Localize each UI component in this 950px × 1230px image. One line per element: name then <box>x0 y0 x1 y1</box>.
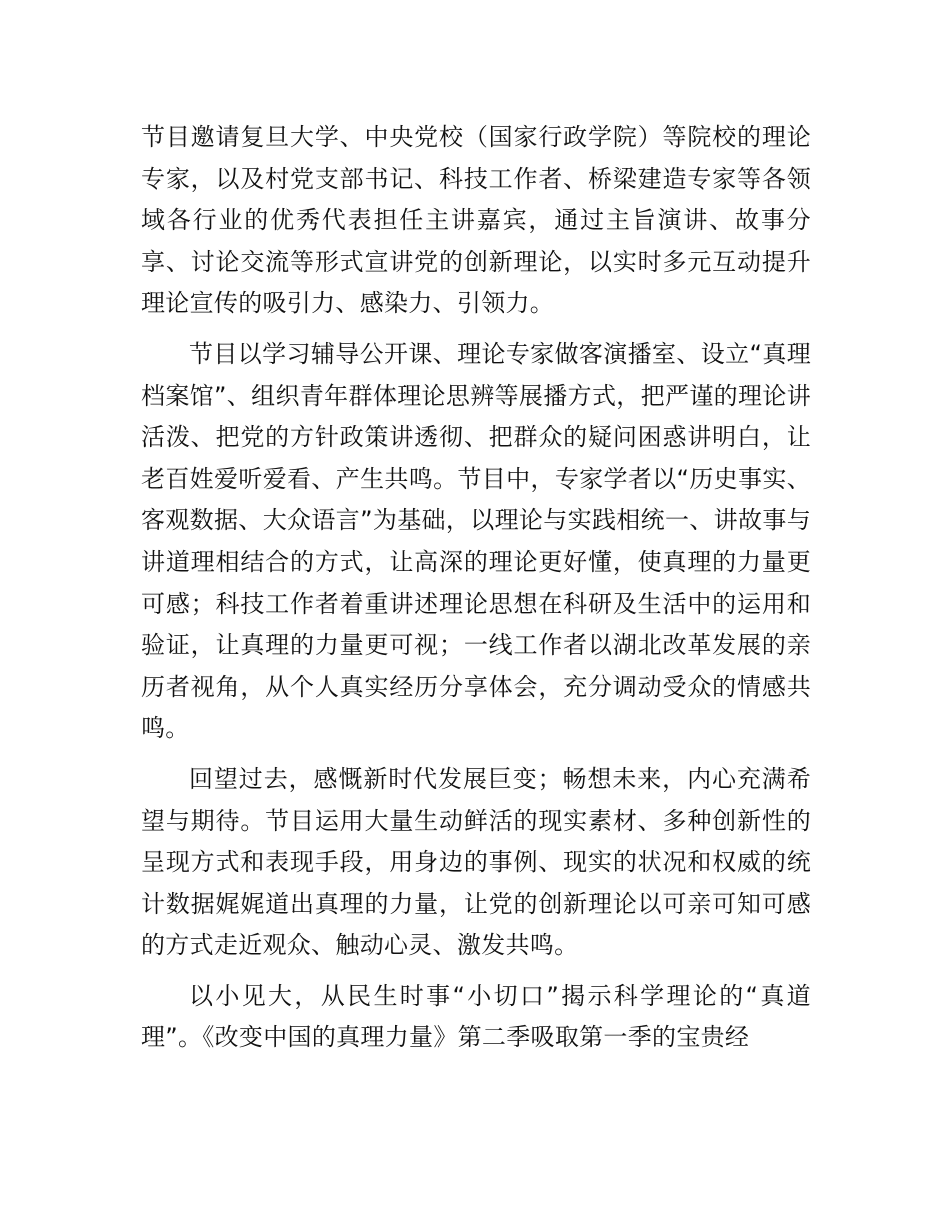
paragraph-2: 节目以学习辅导公开课、理论专家做客演播室、设立“真理档案馆”、组织青年群体理论思辨等展播方式，把严谨的理论讲活泼、把党的方针政策讲透彻、把群众的疑问困惑讲明白，让老百姓爱听爱看、产生共鸣。节目中，专家学者以“历史事实、客观数据、大众语言”为基础，以理论与实践相统一、讲故事与讲道理相结合的方式，让高深的理论更好懂，使真理的力量更可感；科技工作者着重讲述理论思想在科研及生活中的运用和验证，让真理的力量更可视；一线工作者以湖北改革发展的亲历者视角，从个人真实经历分享体会，充分调动受众的情感共鸣。 <box>141 339 811 743</box>
paragraph-4: 以小见大，从民生时事“小切口”揭示科学理论的“真道理”。《改变中国的真理力量》第二季吸取第一季的宝贵经 <box>141 981 811 1052</box>
paragraph-3: 回望过去，感慨新时代发展巨变；畅想未来，内心充满希望与期待。节目运用大量生动鲜活的现实素材、多种创新性的呈现方式和表现手段，用身边的事例、现实的状况和权威的统计数据娓娓道出真理的力量，让党的创新理论以可亲可知可感的方式走近观众、触动心灵、激发共鸣。 <box>141 764 811 960</box>
document-body <box>141 117 811 1068</box>
paragraph-1: 节目邀请复旦大学、中央党校（国家行政学院）等院校的理论专家，以及村党支部书记、科技工作者、桥梁建造专家等各领域各行业的优秀代表担任主讲嘉宾，通过主旨演讲、故事分享、讨论交流等形式宣讲党的创新理论，以实时多元互动提升理论宣传的吸引力、感染力、引领力。 <box>141 123 811 318</box>
